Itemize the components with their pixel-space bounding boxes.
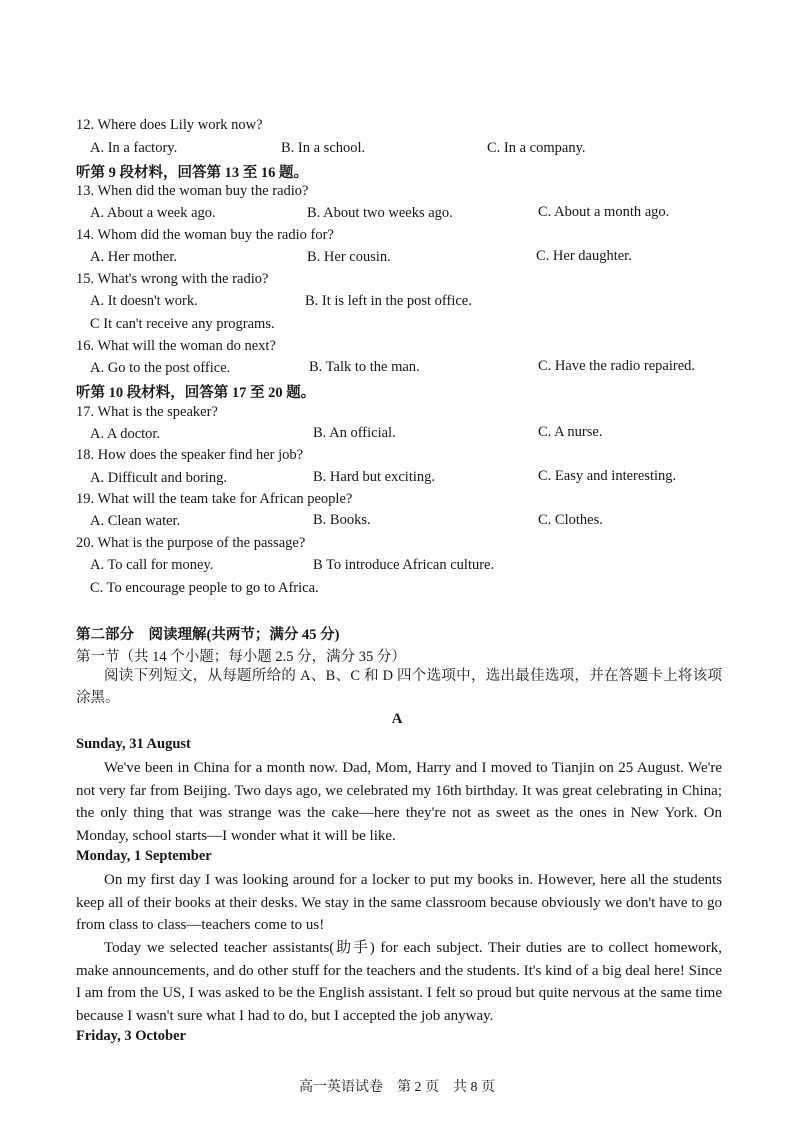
- question-15-option-a: A. It doesn't work.: [90, 293, 198, 309]
- instruction-passage-10: 听第 10 段材料，回答第 17 至 20 题。: [76, 385, 316, 401]
- question-14-option-c: C. Her daughter.: [536, 248, 632, 264]
- question-12-option-b: B. In a school.: [281, 140, 366, 156]
- instruction-passage-9: 听第 9 段材料，回答第 13 至 16 题。: [76, 165, 308, 181]
- question-19-option-a: A. Clean water.: [90, 513, 181, 529]
- entry-1-date: Sunday, 31 August: [76, 736, 191, 752]
- question-20-stem: 20. What is the purpose of the passage?: [76, 535, 306, 551]
- question-18-stem: 18. How does the speaker find her job?: [76, 447, 304, 463]
- question-13-option-c: C. About a month ago.: [538, 204, 670, 220]
- question-19-option-b: B. Books.: [313, 512, 371, 528]
- question-19-option-c: C. Clothes.: [538, 512, 603, 528]
- question-18-option-a: A. Difficult and boring.: [90, 470, 228, 486]
- part-two-title: 第二部分 阅读理解(共两节；满分 45 分): [76, 627, 340, 643]
- question-14-option-a: A. Her mother.: [90, 249, 177, 265]
- question-16-option-c: C. Have the radio repaired.: [538, 358, 696, 374]
- question-12-option-a: A. In a factory.: [90, 140, 178, 156]
- question-17-option-b: B. An official.: [313, 425, 396, 441]
- section-one-title: 第一节（共 14 个小题；每小题 2.5 分，满分 35 分）: [76, 649, 406, 665]
- question-20-option-b: B To introduce African culture.: [313, 557, 495, 573]
- entry-3-date: Friday, 3 October: [76, 1028, 186, 1044]
- entry-2-paragraph-2: Today we selected teacher assistants(助手) for each subject. Their duties are to collect homework, make announcements, and do other stuff for the teachers and the students. It's kind of a big deal here! Since I am from the US, I was asked to be the English assistant. I felt so proud but quite nervous at the same time because I wasn't sure what I had to do, but I accepted the job anyway.: [76, 940, 722, 1024]
- question-14-stem: 14. Whom did the woman buy the radio for?: [76, 227, 334, 243]
- question-15-stem: 15. What's wrong with the radio?: [76, 271, 269, 287]
- question-13-stem: 13. When did the woman buy the radio?: [76, 183, 309, 199]
- question-16-option-a: A. Go to the post office.: [90, 360, 231, 376]
- passage-label: A: [391, 711, 403, 727]
- entry-2-date: Monday, 1 September: [76, 848, 212, 864]
- question-13-option-a: A. About a week ago.: [90, 205, 216, 221]
- question-14-option-b: B. Her cousin.: [307, 249, 391, 265]
- question-17-option-c: C. A nurse.: [538, 424, 603, 440]
- question-15-option-b: B. It is left in the post office.: [305, 293, 472, 309]
- page-footer: 高一英语试卷 第 2 页 共 8 页: [299, 1080, 495, 1095]
- question-18-option-c: C. Easy and interesting.: [538, 468, 677, 484]
- entry-1-text: We've been in China for a month now. Dad, Mom, Harry and I moved to Tianjin on 25 August. We're not very far from Beijing. Two days ago, we celebrated my 16th birthday. It was great celebrating in China; the only thing that was strange was the cake—here they're not as sweet as the ones in New York. On Monday, school starts—I wonder what it will be like.: [76, 760, 722, 844]
- reading-instructions: 阅读下列短文，从每题所给的 A、B、C 和 D 四个选项中，选出最佳选项，并在答题卡上将该项涂黑。: [76, 668, 722, 706]
- question-17-option-a: A. A doctor.: [90, 426, 161, 442]
- question-12-option-c: C. In a company.: [487, 140, 586, 156]
- entry-2-paragraph-1: On my first day I was looking around for a locker to put my books in. However, here all the students keep all of their books at their desks. We stay in the same classroom because obviously we don't have to go from class to class—teachers come to us!: [76, 872, 722, 934]
- question-15-option-c: C It can't receive any programs.: [90, 316, 275, 332]
- question-13-option-b: B. About two weeks ago.: [307, 205, 453, 221]
- question-16-stem: 16. What will the woman do next?: [76, 338, 276, 354]
- question-20-option-a: A. To call for money.: [90, 557, 214, 573]
- question-12-stem: 12. Where does Lily work now?: [76, 117, 263, 133]
- question-20-option-c: C. To encourage people to go to Africa.: [90, 580, 319, 596]
- question-19-stem: 19. What will the team take for African people?: [76, 491, 353, 507]
- question-18-option-b: B. Hard but exciting.: [313, 469, 436, 485]
- question-16-option-b: B. Talk to the man.: [309, 359, 420, 375]
- question-17-stem: 17. What is the speaker?: [76, 404, 218, 420]
